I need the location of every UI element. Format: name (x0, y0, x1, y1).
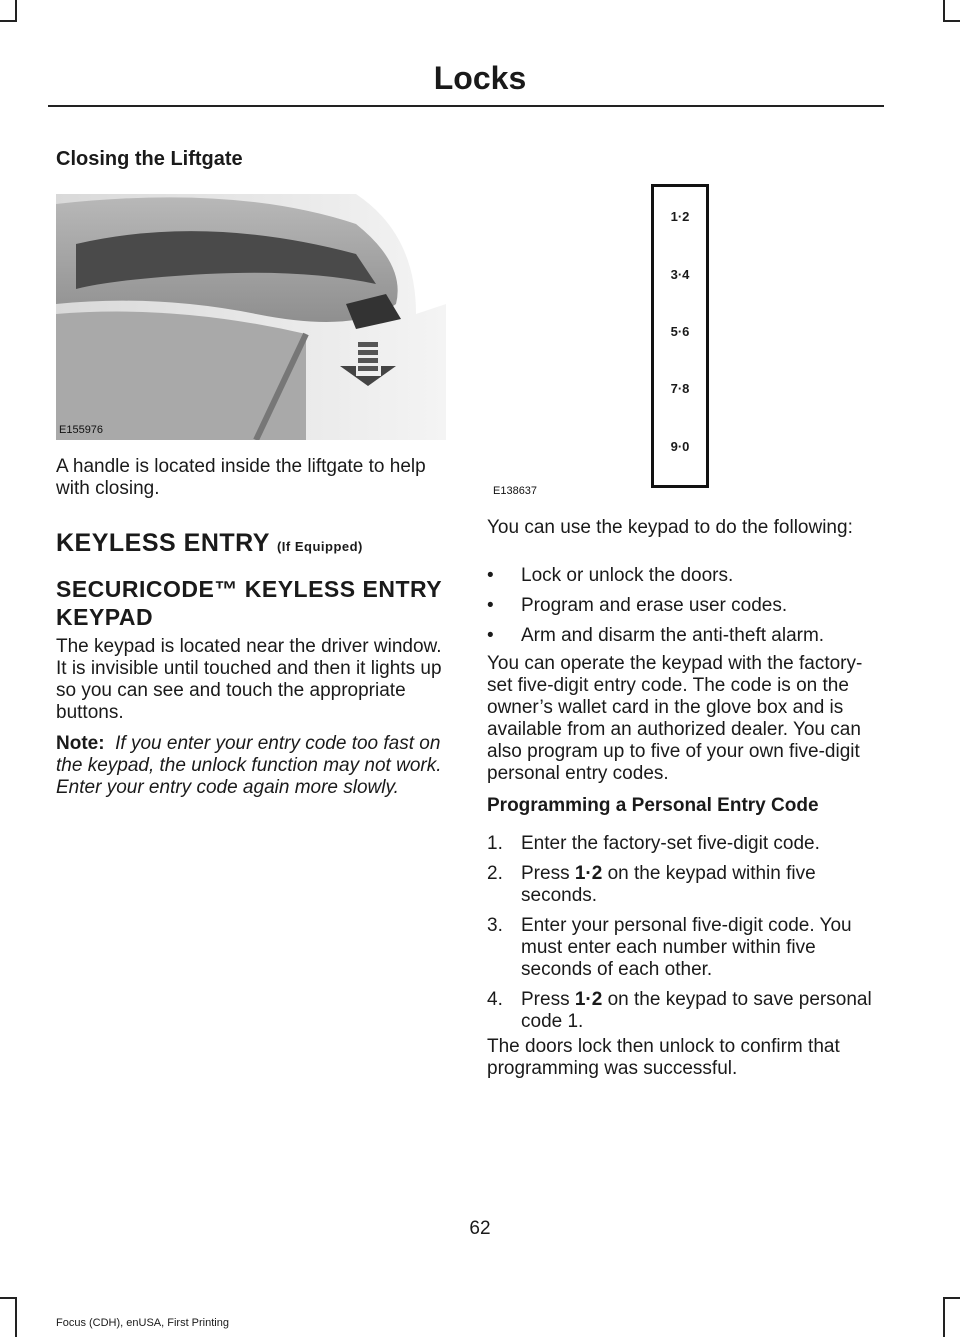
step-item (487, 989, 882, 1033)
keypad-intro: You can use the keypad to do the following: (487, 517, 853, 538)
note-text: If you enter your entry code too fast on the keypad, the unlock function may not work. Enter your entry code again more slowly. (56, 733, 442, 798)
programming-steps (487, 833, 882, 1033)
liftgate-illustration (56, 194, 446, 440)
keypad-key: 1·2 (670, 209, 690, 224)
confirm-paragraph: The doors lock then unlock to confirm that programming was successful. (487, 1036, 840, 1079)
page-title: Locks (433, 60, 527, 96)
crop-mark (943, 1297, 960, 1299)
step-number: 3. (487, 915, 503, 936)
crop-mark (943, 0, 945, 20)
key-label: 1·2 (574, 863, 603, 884)
keypad-key: 7·8 (670, 381, 690, 396)
if-equipped-label: (If Equipped) (276, 539, 363, 554)
crop-mark (15, 1297, 17, 1337)
step-item (487, 863, 882, 907)
step-item (487, 915, 882, 981)
crop-mark (15, 0, 17, 20)
header-divider (48, 105, 884, 107)
keypad-functions-list (487, 565, 882, 647)
figure-id: E155976 (59, 424, 104, 436)
step-text: on the keypad to save personal code 1. (521, 989, 872, 1032)
list-item: • Arm and disarm the anti-theft alarm. (487, 625, 825, 646)
liftgate-description: A handle is located inside the liftgate to help with closing. (56, 456, 426, 499)
keyless-entry-heading (56, 529, 446, 561)
list-item-text: Arm and disarm the anti-theft alarm. (521, 625, 825, 646)
step-text: Press (521, 863, 575, 884)
list-item: • Lock or unlock the doors. (487, 565, 734, 586)
crop-mark (0, 1297, 17, 1299)
step-text: Enter your personal five-digit code. You must enter each number within five seconds of each other. (521, 915, 852, 980)
step-item (487, 833, 882, 855)
figure-id: E138637 (493, 485, 538, 497)
step-number: 4. (487, 989, 503, 1010)
crop-mark (943, 1297, 945, 1337)
list-item: • Program and erase user codes. (487, 595, 788, 616)
step-text: Enter the factory-set five-digit code. (521, 833, 820, 854)
step-text: on the keypad within five seconds. (521, 863, 816, 906)
liftgate-image (56, 194, 446, 440)
programming-heading: Programming a Personal Entry Code (487, 795, 819, 816)
note-label: Note: (56, 733, 105, 754)
securicode-heading: SECURICODE™ KEYLESS ENTRY KEYPAD (56, 576, 442, 630)
step-text: Press (521, 989, 575, 1010)
key-label: 1·2 (574, 989, 603, 1010)
keypad-illustration (651, 184, 709, 488)
step-number: 2. (487, 863, 503, 884)
keypad-location-paragraph: The keypad is located near the driver window. It is invisible until touched and then it lights up so you can see and touch the appropriate buttons. (56, 636, 442, 723)
keyless-entry-title: KEYLESS ENTRY (56, 529, 270, 557)
keypad-key: 9·0 (670, 439, 690, 454)
crop-mark (0, 20, 17, 22)
keypad-key: 3·4 (670, 267, 690, 282)
step-number: 1. (487, 833, 503, 854)
note-paragraph (56, 733, 446, 799)
footer-text: Focus (CDH), enUSA, First Printing (56, 1317, 229, 1329)
list-item-text: Program and erase user codes. (521, 595, 788, 616)
section-title-closing-liftgate: Closing the Liftgate (56, 148, 243, 170)
keypad-key: 5·6 (670, 324, 690, 339)
crop-mark (943, 20, 960, 22)
list-item-text: Lock or unlock the doors. (521, 565, 734, 586)
operate-keypad-paragraph: You can operate the keypad with the factory-set five-digit entry code. The code is on the owner’s wallet card in the glove box and is available from an authorized dealer. You can also program up to five of your own five-digit personal entry codes. (487, 653, 863, 784)
page-number: 62 (469, 1218, 491, 1239)
